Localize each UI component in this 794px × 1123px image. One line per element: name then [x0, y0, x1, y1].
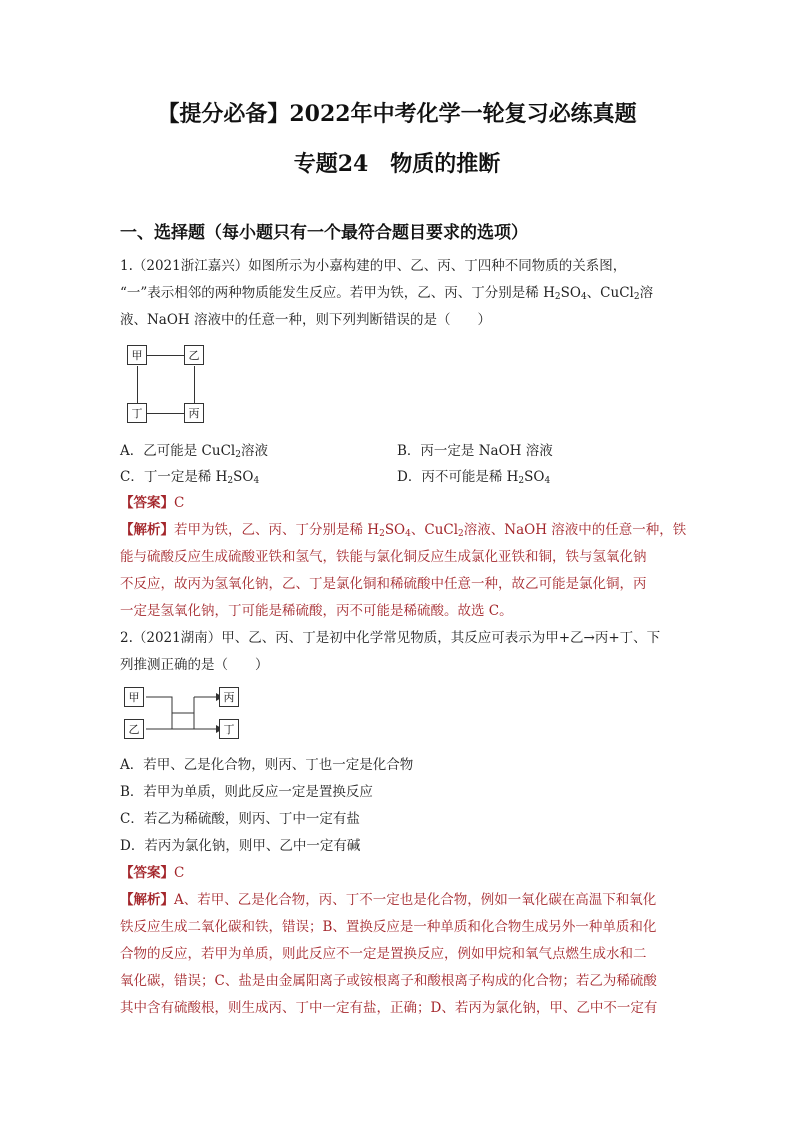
- option-text: D．丙不可能是稀 H: [397, 469, 519, 485]
- answer-value: C: [174, 865, 185, 881]
- q1-stem-text: SO: [560, 285, 581, 301]
- q1-option-d[interactable]: [397, 467, 550, 487]
- connector-line: [194, 366, 195, 403]
- subscript: 4: [253, 476, 260, 486]
- q2-analysis-line4: 氧化碳，错误；C、盐是由金属阳离子或铵根离子和酸根离子构成的化合物；若乙为稀硫酸: [120, 973, 657, 989]
- subscript: 2: [235, 450, 241, 460]
- analysis-text: 若甲为铁，乙、丙、丁分别是稀 H: [174, 522, 380, 538]
- subscript: 2: [458, 529, 464, 539]
- q2-option-a[interactable]: A．若甲、乙是化合物，则丙、丁也一定是化合物: [120, 757, 414, 773]
- q1-option-c[interactable]: [120, 467, 259, 487]
- option-text: SO: [233, 469, 254, 485]
- subscript: 4: [544, 476, 551, 486]
- document-subtitle: 专题24 物质的推断: [293, 151, 501, 177]
- q1-answer: [120, 493, 184, 513]
- analysis-text: SO: [384, 522, 406, 538]
- q1-option-b[interactable]: B．丙一定是 NaOH 溶液: [397, 443, 553, 459]
- analysis-text: 、CuCl: [410, 522, 459, 538]
- connector-line: [137, 366, 138, 403]
- q1-stem-text: “一”表示相邻的两种物质能发生反应。若甲为铁，乙、丙、丁分别是稀 H: [120, 285, 555, 301]
- q1-analysis-line2: 能与硫酸反应生成硫酸亚铁和氢气，铁能与氯化铜反应生成氯化亚铁和铜，铁与氢氧化钠: [120, 549, 647, 565]
- subscript: 2: [379, 529, 385, 539]
- substance-box-yi: 乙: [184, 345, 204, 365]
- q1-analysis-line4: 一定是氢氧化钠，丁可能是稀硫酸，丙不可能是稀硫酸。故选 C。: [120, 603, 513, 619]
- substance-box-jia: 甲: [124, 687, 144, 707]
- subscript: 2: [554, 292, 561, 302]
- q2-option-c[interactable]: C．若乙为稀硫酸，则丙、丁中一定有盐: [120, 811, 360, 827]
- q2-stem-line2: 列推测正确的是（ ）: [120, 657, 269, 673]
- substance-box-yi: 乙: [124, 719, 144, 739]
- substance-box-bing: 丙: [184, 403, 204, 423]
- analysis-text: 溶液、NaOH 溶液中的任意一种，铁: [463, 522, 687, 538]
- q2-option-b[interactable]: B．若甲为单质，则此反应一定是置换反应: [120, 784, 373, 800]
- subscript: 4: [580, 292, 587, 302]
- q1-stem-text: 溶: [639, 285, 654, 301]
- subscript: 2: [227, 476, 234, 486]
- option-text: C．丁一定是稀 H: [120, 469, 228, 485]
- subscript: 4: [405, 529, 411, 539]
- analysis-label: 【解析】: [120, 522, 174, 538]
- option-text: 溶液: [240, 443, 268, 459]
- substance-box-jia: 甲: [127, 345, 147, 365]
- substance-box-ding: 丁: [127, 403, 147, 423]
- q2-option-d[interactable]: D．若丙为氯化钠，则甲、乙中一定有碱: [120, 838, 361, 854]
- analysis-text: A、若甲、乙是化合物，丙、丁不一定也是化合物，例如一氧化碳在高温下和氧化: [174, 892, 657, 908]
- document-title: 【提分必备】2022年中考化学一轮复习必练真题: [157, 101, 637, 127]
- q1-stem-line3: 液、NaOH 溶液中的任意一种，则下列判断错误的是（ ）: [120, 312, 491, 328]
- q1-stem-text: 、CuCl: [586, 285, 634, 301]
- subscript: 2: [518, 476, 525, 486]
- q1-option-a[interactable]: [120, 441, 268, 461]
- q2-analysis-line3: 合物的反应，若甲为单质，则此反应不一定是置换反应，例如甲烷和氧气点燃生成水和二: [120, 946, 647, 962]
- q1-stem-line2: [120, 283, 653, 303]
- answer-value: C: [174, 495, 185, 511]
- substance-box-ding: 丁: [219, 719, 239, 739]
- section-heading: 一、选择题（每小题只有一个最符合题目要求的选项）: [120, 223, 528, 243]
- answer-label: 【答案】: [120, 865, 174, 881]
- substance-box-bing: 丙: [219, 687, 239, 707]
- q2-analysis-line2: 铁反应生成二氧化碳和铁，错误；B、置换反应是一种单质和化合物生成另外一种单质和化: [120, 919, 657, 935]
- q2-analysis-line5: 其中含有硫酸根，则生成丙、丁中一定有盐，正确；D、若丙为氯化钠，甲、乙中不一定有: [120, 1000, 658, 1016]
- q1-stem-line1: 1.（2021浙江嘉兴）如图所示为小嘉构建的甲、乙、丙、丁四种不同物质的关系图，: [120, 258, 627, 274]
- q1-analysis-line1: [120, 520, 686, 540]
- q1-analysis-line3: 不反应，故丙为氢氧化钠，乙、丁是氯化铜和稀硫酸中任意一种，故乙可能是氯化铜，丙: [120, 576, 647, 592]
- option-text: SO: [524, 469, 545, 485]
- connector-line: [146, 697, 172, 729]
- q2-answer: [120, 863, 184, 883]
- answer-label: 【答案】: [120, 495, 174, 511]
- connector-line: [147, 413, 184, 414]
- subscript: 2: [633, 292, 640, 302]
- analysis-label: 【解析】: [120, 892, 174, 908]
- q2-analysis-line1: [120, 890, 656, 910]
- q2-stem-line1: 2.（2021湖南）甲、乙、丙、丁是初中化学常见物质，其反应可表示为甲+乙→丙+丁、下: [120, 630, 661, 646]
- option-text: A．乙可能是 CuCl: [120, 443, 236, 459]
- connector-line: [147, 355, 184, 356]
